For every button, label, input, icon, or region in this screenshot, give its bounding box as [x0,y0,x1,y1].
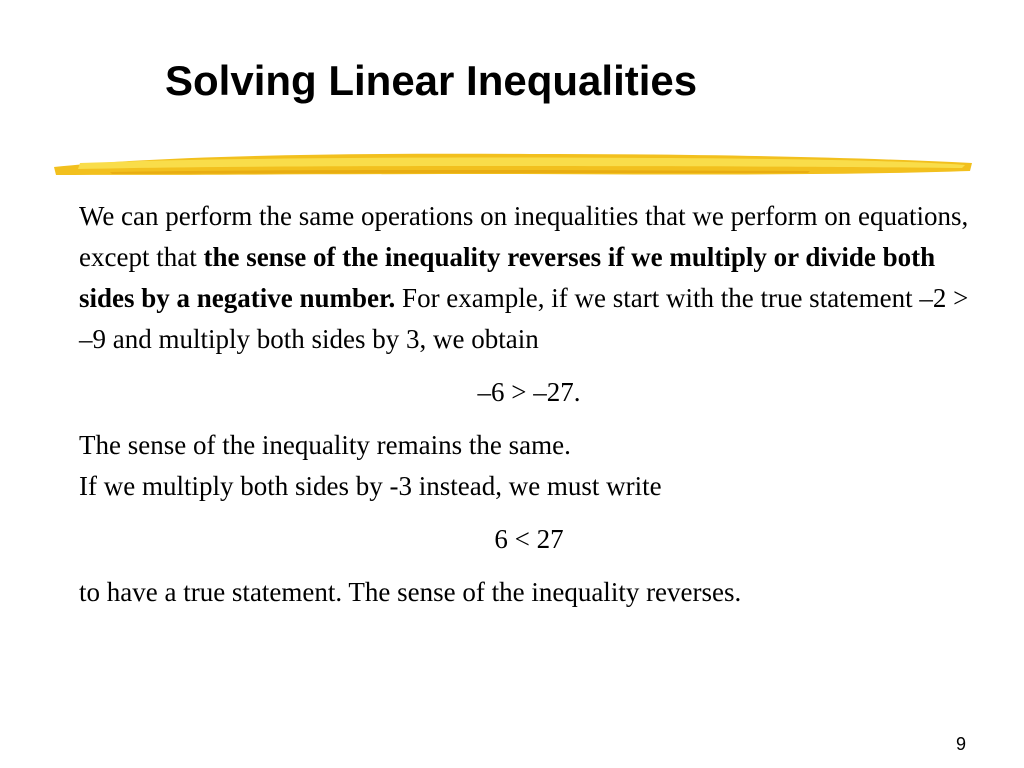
intro-paragraph [79,196,979,360]
equation-example-2: 6 < 27 [494,524,564,554]
sense-remains-line: The sense of the inequality remains the same. [79,430,571,460]
intro-text-start: We can perform the same operations on inequalities that we perform on equations, except that [79,201,969,272]
page-number: 9 [956,734,967,754]
equation-example-1: –6 > –27. [477,377,581,407]
example-text: For example, if we start with the true statement –2 > –9 and multiply both sides by 3, we obtain [79,283,969,354]
title-underline-brush-stroke [50,145,976,185]
conclusion-paragraph: to have a true statement. The sense of the inequality reverses. [79,577,742,607]
slide-body [79,196,979,613]
sense-reversal-rule: the sense of the inequality reverses if we multiply or divide both sides by a negative number. [79,242,936,313]
multiply-negative-line: If we multiply both sides by -3 instead, we must write [79,471,662,501]
slide-title: Solving Linear Inequalities [165,57,698,104]
